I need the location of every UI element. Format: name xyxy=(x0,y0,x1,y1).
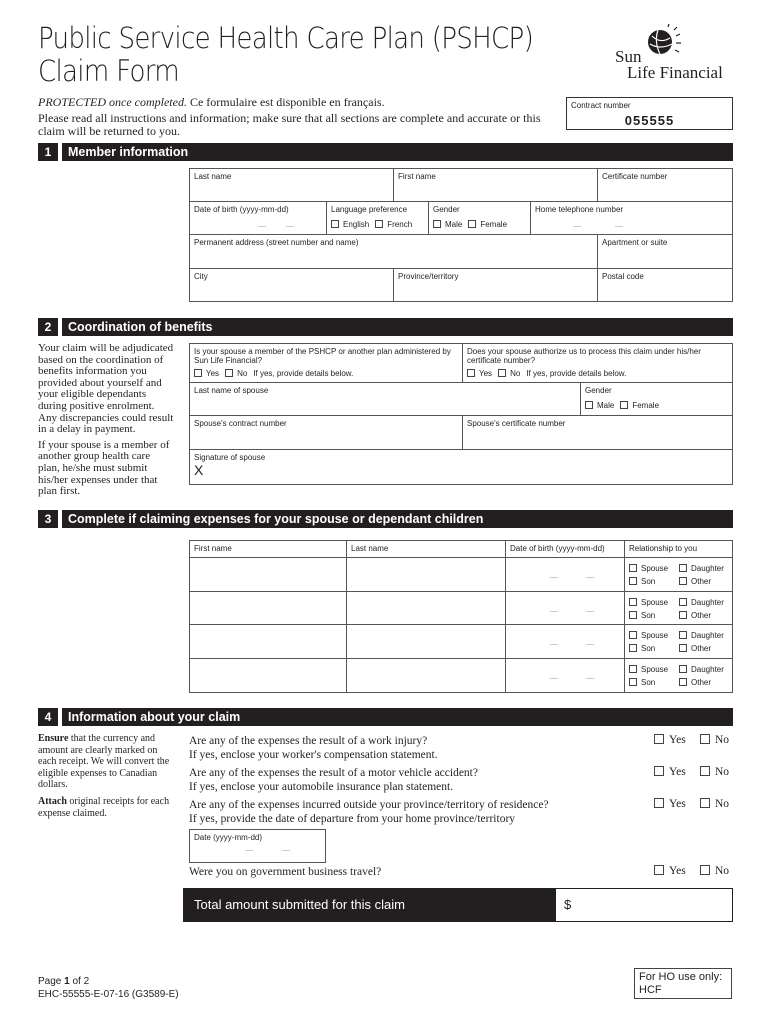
label: Spouse xyxy=(641,665,669,675)
address-field[interactable] xyxy=(189,234,598,269)
first-name-field[interactable] xyxy=(393,168,598,202)
bold: Ensure xyxy=(38,733,69,744)
label: No xyxy=(510,369,521,378)
label: Other xyxy=(691,610,712,620)
spouse-last-name-field[interactable] xyxy=(189,382,581,416)
phone-field[interactable] xyxy=(530,201,733,235)
text: original receipts for each expense claimed. xyxy=(38,795,170,819)
son-checkbox[interactable] xyxy=(629,609,679,622)
label: Other xyxy=(691,577,712,586)
section-2-header xyxy=(38,318,733,336)
label: Other xyxy=(691,678,712,688)
spouse-gender-field xyxy=(580,382,733,416)
bold: Attach xyxy=(38,795,67,807)
relationship-options xyxy=(624,557,733,592)
label: Female xyxy=(632,401,660,410)
contract-number-box xyxy=(566,97,733,130)
sun-globe-icon xyxy=(644,24,684,60)
daughter-checkbox[interactable] xyxy=(679,663,731,676)
currency: $ xyxy=(564,897,572,912)
yes-checkbox[interactable] xyxy=(654,734,686,746)
relationship-options xyxy=(624,624,733,659)
section-number: 4 xyxy=(38,708,58,726)
label: French xyxy=(387,220,413,229)
signature-x: X xyxy=(194,462,204,478)
label: Daughter xyxy=(691,564,724,573)
spouse-certificate-field[interactable] xyxy=(462,415,733,450)
label: Male xyxy=(597,401,615,410)
label: Province/territory xyxy=(398,272,459,281)
female-checkbox[interactable] xyxy=(468,220,507,229)
label: Postal code xyxy=(602,272,644,281)
label: Spouse xyxy=(641,564,669,573)
label: No xyxy=(237,369,248,378)
question: Were you on government business travel? xyxy=(189,866,382,878)
hint: If yes, provide the date of departure from your home province/territory xyxy=(189,813,516,825)
dependant-dob-input[interactable] xyxy=(505,624,625,659)
dob-field[interactable] xyxy=(189,201,327,235)
label: Spouse's contract number xyxy=(194,419,287,428)
dependant-first-name-input[interactable] xyxy=(189,624,347,659)
city-field[interactable] xyxy=(189,268,394,302)
label: Yes xyxy=(206,369,220,378)
english-checkbox[interactable] xyxy=(331,220,369,229)
label: Daughter xyxy=(691,665,724,675)
label: Date of birth (yyyy-mm-dd) xyxy=(510,544,605,553)
daughter-checkbox[interactable] xyxy=(679,562,731,575)
hint: If yes, enclose your automobile insurance plan statement. xyxy=(189,781,454,793)
label: Yes xyxy=(669,865,686,877)
certificate-number-field[interactable] xyxy=(597,168,733,202)
spouse-member-question xyxy=(189,343,463,383)
male-checkbox[interactable] xyxy=(433,220,462,229)
title-line-2: Claim Form xyxy=(38,54,179,88)
spouse-authorize-question xyxy=(462,343,733,383)
label: Male xyxy=(445,220,463,229)
no-checkbox[interactable] xyxy=(498,369,520,378)
label: No xyxy=(715,734,730,746)
contract-label: Contract number xyxy=(571,101,631,110)
relationship-options xyxy=(624,591,733,626)
no-checkbox[interactable] xyxy=(700,766,729,778)
french-note: Ce formulaire est disponible en français. xyxy=(186,95,385,109)
son-checkbox[interactable] xyxy=(629,575,679,588)
dependant-dob-input[interactable] xyxy=(505,557,625,592)
text: HCF xyxy=(639,984,662,996)
column-header xyxy=(346,540,506,558)
vehicle-question xyxy=(189,766,478,794)
info-paragraph: If your spouse is a member of another group health care plan, he/she must submit his/her expenses under that plan first. xyxy=(38,438,170,498)
form-code: EHC-55555-E-07-16 (G3589-E) xyxy=(38,989,179,1000)
other-checkbox[interactable] xyxy=(679,575,731,588)
text: of 2 xyxy=(69,976,90,987)
label: First name xyxy=(398,172,436,181)
other-checkbox[interactable] xyxy=(679,609,731,622)
dependant-last-name-input[interactable] xyxy=(346,557,506,592)
yes-checkbox[interactable] xyxy=(194,369,219,378)
section-title: Coordination of benefits xyxy=(62,318,733,336)
no-checkbox[interactable] xyxy=(225,369,247,378)
label: No xyxy=(715,798,730,810)
label: Apartment or suite xyxy=(602,238,668,247)
label: Date (yyyy-mm-dd) xyxy=(194,833,263,842)
hint: If yes, enclose your worker's compensation statement. xyxy=(189,749,438,761)
label: Signature of spouse xyxy=(194,453,266,462)
total-amount-input[interactable] xyxy=(562,889,732,921)
section-number: 3 xyxy=(38,510,58,528)
text: 1 xyxy=(64,976,70,987)
sun-life-logo xyxy=(612,24,734,82)
business-travel-question xyxy=(189,865,381,879)
label: Son xyxy=(641,577,656,586)
son-checkbox[interactable] xyxy=(629,676,679,689)
title-line-1: Public Service Health Care Plan (PSHCP) xyxy=(38,21,534,55)
instructions: Please read all instructions and information; make sure that all sections are complete and accurate or this claim will be returned to you. xyxy=(38,111,541,138)
yes-checkbox[interactable] xyxy=(654,766,686,778)
dependant-first-name-input[interactable] xyxy=(189,658,347,693)
column-header xyxy=(505,540,625,558)
label: Daughter xyxy=(691,597,724,607)
gender-field xyxy=(428,201,531,235)
info-paragraph: Your claim will be adjudicated based on the coordination of benefits information you provided about yourself and your eligible dependants during positive enrolment. Any discrepancies could result in a delay in payment. xyxy=(38,342,174,436)
relationship-options xyxy=(624,658,733,693)
page-number xyxy=(38,975,179,988)
section-title: Complete if claiming expenses for your spouse or dependant children xyxy=(62,510,733,528)
page-title xyxy=(38,22,533,88)
section-number: 1 xyxy=(38,143,58,161)
hint: If yes, provide details below. xyxy=(526,369,627,378)
departure-date-field[interactable] xyxy=(189,829,326,863)
language-field xyxy=(326,201,429,235)
label: Spouse xyxy=(641,631,669,641)
label: Last name of spouse xyxy=(194,386,269,395)
no-checkbox[interactable] xyxy=(700,798,729,810)
no-checkbox[interactable] xyxy=(700,865,729,877)
label: Language preference xyxy=(331,205,408,214)
dependant-last-name-input[interactable] xyxy=(346,658,506,693)
label: Son xyxy=(641,644,656,654)
spouse-checkbox[interactable] xyxy=(629,596,679,609)
label: Yes xyxy=(479,369,493,378)
text: that the currency and amount are clearly marked on each receipt. We will convert the eligible expenses to Canadian dollars. xyxy=(38,733,170,791)
coordination-info xyxy=(38,343,174,498)
text: For HO use only: xyxy=(639,971,723,983)
postal-code-field[interactable] xyxy=(597,268,733,302)
province-field[interactable] xyxy=(393,268,598,302)
label: No xyxy=(715,766,730,778)
dependant-dob-input[interactable] xyxy=(505,658,625,693)
logo-life-financial: Life Financial xyxy=(627,63,723,82)
logo-sun: Sun xyxy=(615,47,642,66)
label: Last name xyxy=(194,172,232,181)
question: Are any of the expenses the result of a motor vehicle accident? xyxy=(189,767,478,779)
label: Spouse's certificate number xyxy=(467,419,566,428)
label: Does your spouse authorize us to process this claim under his/her certificate number? xyxy=(467,347,701,365)
dependant-last-name-input[interactable] xyxy=(346,624,506,659)
dependant-last-name-input[interactable] xyxy=(346,591,506,626)
label: Daughter xyxy=(691,631,724,641)
other-checkbox[interactable] xyxy=(679,676,731,689)
label: Gender xyxy=(433,205,460,214)
claim-info xyxy=(38,733,174,819)
label: Date of birth (yyyy-mm-dd) xyxy=(194,205,289,214)
label: Certificate number xyxy=(602,172,668,181)
no-checkbox[interactable] xyxy=(700,734,729,746)
french-checkbox[interactable] xyxy=(375,220,412,229)
column-header xyxy=(189,540,347,558)
yes-checkbox[interactable] xyxy=(654,865,686,877)
label: Female xyxy=(480,220,508,229)
spouse-checkbox[interactable] xyxy=(629,663,679,676)
dependant-first-name-input[interactable] xyxy=(189,557,347,592)
apartment-field[interactable] xyxy=(597,234,733,269)
label: Yes xyxy=(669,734,686,746)
total-label: Total amount submitted for this claim xyxy=(184,889,556,921)
protected-note: PROTECTED once completed. xyxy=(38,95,187,109)
outside-province-question xyxy=(189,798,549,826)
spouse-checkbox[interactable] xyxy=(629,629,679,642)
spouse-signature-field[interactable] xyxy=(189,449,733,485)
dependant-first-name-input[interactable] xyxy=(189,591,347,626)
intro-text xyxy=(38,96,558,138)
daughter-checkbox[interactable] xyxy=(679,629,731,642)
section-number: 2 xyxy=(38,318,58,336)
section-1-header xyxy=(38,143,733,161)
column-header xyxy=(624,540,733,558)
label: Yes xyxy=(669,798,686,810)
yes-checkbox[interactable] xyxy=(654,798,686,810)
hint: If yes, provide details below. xyxy=(253,369,354,378)
label: Other xyxy=(691,644,712,654)
son-checkbox[interactable] xyxy=(629,642,679,655)
question: Are any of the expenses incurred outside your province/territory of residence? xyxy=(189,799,549,811)
other-checkbox[interactable] xyxy=(679,642,731,655)
work-injury-question xyxy=(189,734,438,762)
label: City xyxy=(194,272,208,281)
total-amount-box xyxy=(183,888,733,922)
label: Home telephone number xyxy=(535,205,624,214)
label: No xyxy=(715,865,730,877)
label: Relationship to you xyxy=(629,544,698,553)
label: Permanent address (street number and name) xyxy=(194,238,359,247)
section-title: Member information xyxy=(62,143,733,161)
section-4-header xyxy=(38,708,733,726)
dependant-dob-input[interactable] xyxy=(505,591,625,626)
label: Is your spouse a member of the PSHCP or another plan administered by Sun Life Financial? xyxy=(194,347,451,365)
last-name-field[interactable] xyxy=(189,168,394,202)
female-checkbox[interactable] xyxy=(620,401,659,410)
label: Spouse xyxy=(641,597,669,607)
label: Yes xyxy=(669,766,686,778)
contract-value: 055555 xyxy=(624,113,675,128)
spouse-contract-field[interactable] xyxy=(189,415,463,450)
label: Gender xyxy=(585,386,612,395)
yes-checkbox[interactable] xyxy=(467,369,492,378)
daughter-checkbox[interactable] xyxy=(679,596,731,609)
male-checkbox[interactable] xyxy=(585,401,614,410)
label: Last name xyxy=(351,544,389,553)
section-title: Information about your claim xyxy=(62,708,733,726)
label: Son xyxy=(641,678,656,688)
ho-use-box xyxy=(634,968,732,999)
label: First name xyxy=(194,544,232,553)
spouse-checkbox[interactable] xyxy=(629,562,679,575)
section-3-header xyxy=(38,510,733,528)
footer xyxy=(38,975,179,1001)
label: Son xyxy=(641,610,656,620)
question: Are any of the expenses the result of a work injury? xyxy=(189,735,428,747)
label: English xyxy=(343,220,370,229)
text: Page xyxy=(38,976,65,987)
